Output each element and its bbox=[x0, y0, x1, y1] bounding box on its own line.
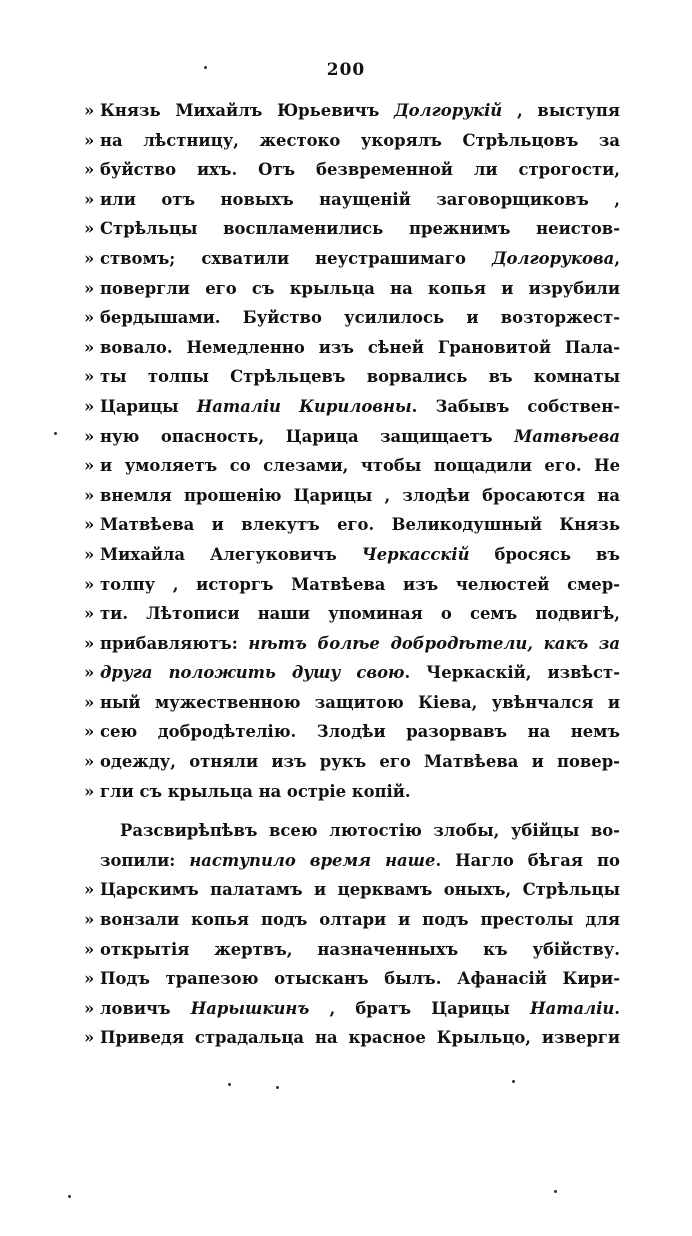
text-line bbox=[84, 126, 620, 156]
quote-mark: » bbox=[84, 278, 95, 298]
text-segment: ную опасность, Царица защищаетъ bbox=[100, 426, 515, 446]
text-segment: Матвѣева и влекутъ его. Великодушный Князь bbox=[100, 515, 620, 535]
quote-mark: » bbox=[84, 722, 95, 742]
text-line bbox=[84, 96, 620, 126]
quote-mark: » bbox=[84, 515, 95, 535]
quote-mark: » bbox=[84, 574, 95, 594]
text-segment: Разсвирѣпѣвъ всею лютостію злобы, убійцы во- bbox=[120, 821, 620, 841]
text-segment: . Нагло бѣгая по bbox=[435, 850, 620, 870]
quote-mark: » bbox=[84, 426, 95, 446]
text-segment: , братъ Царицы bbox=[309, 998, 531, 1018]
print-speck bbox=[54, 432, 57, 435]
text-line bbox=[84, 481, 620, 511]
print-speck bbox=[68, 1195, 71, 1198]
quote-mark: » bbox=[84, 781, 95, 801]
text-segment: повергли его съ крыльца на копья и изрубили bbox=[100, 278, 620, 298]
text-segment: ты толпы Стрѣльцевъ ворвались въ комнаты bbox=[100, 367, 620, 387]
body-text bbox=[84, 96, 621, 1053]
text-segment: внемля прошенію Царицы , злодѣи бросаются на bbox=[100, 485, 620, 505]
text-line bbox=[84, 451, 620, 481]
text-segment: сею добродѣтелію. Злодѣи разорвавъ на немъ bbox=[100, 722, 620, 742]
text-segment: ствомъ; схватили неустрашимаго bbox=[100, 248, 492, 268]
text-segment: ловичъ bbox=[100, 998, 191, 1018]
text-line bbox=[84, 994, 620, 1024]
text-segment: , выступя bbox=[502, 101, 620, 120]
text-segment: . Черкаскій, извѣст- bbox=[404, 663, 620, 683]
text-segment: Михайла Алегуковичъ bbox=[100, 544, 362, 564]
quote-mark: » bbox=[84, 160, 95, 180]
quote-mark: » bbox=[84, 189, 95, 209]
text-line bbox=[84, 935, 620, 965]
text-segment: ный мужественною защитою Кіева, увѣнчался и bbox=[100, 692, 620, 712]
text-line bbox=[84, 244, 620, 274]
text-segment: Приведя страдальца на красное Крыльцо, изверги bbox=[100, 1028, 620, 1048]
quote-mark: » bbox=[84, 544, 95, 564]
text-line bbox=[100, 816, 620, 846]
print-speck bbox=[512, 1080, 515, 1083]
italic-text: Черкасскій bbox=[361, 544, 470, 564]
italic-text: Матвѣева bbox=[514, 426, 620, 446]
quote-mark: » bbox=[84, 308, 95, 328]
quote-mark: » bbox=[84, 337, 95, 357]
quote-mark: » bbox=[84, 939, 95, 959]
text-segment: Подъ трапезою отысканъ былъ. Афанасій Кири- bbox=[100, 969, 620, 989]
quote-mark: » bbox=[84, 248, 95, 268]
text-line bbox=[84, 214, 620, 244]
quote-mark: » bbox=[84, 692, 95, 712]
text-segment: вонзали копья подъ олтари и подъ престолы для bbox=[100, 910, 620, 930]
text-segment: ти. Лѣтописи наши упоминая о семъ подвигѣ, bbox=[100, 604, 620, 624]
italic-text: Долгорукій bbox=[394, 101, 503, 120]
text-segment: буйство ихъ. Отъ безвременной ли строгости, bbox=[100, 160, 620, 180]
text-line bbox=[84, 303, 620, 333]
quote-mark: » bbox=[84, 1028, 95, 1048]
quote-mark: » bbox=[84, 130, 95, 150]
quote-mark: » bbox=[84, 219, 95, 239]
text-segment: одежду, отняли изъ рукъ его Матвѣева и повер- bbox=[100, 752, 620, 772]
text-line bbox=[84, 717, 620, 747]
text-line bbox=[100, 846, 620, 876]
text-line bbox=[84, 658, 620, 688]
quote-mark: » bbox=[84, 604, 95, 624]
quote-mark: » bbox=[84, 663, 95, 683]
quote-mark: » bbox=[84, 485, 95, 505]
text-line bbox=[84, 155, 620, 185]
italic-text: нѣтъ болѣе добродѣтели, какъ за bbox=[248, 633, 621, 653]
print-speck bbox=[276, 1086, 279, 1089]
text-line bbox=[84, 274, 620, 304]
text-segment: Царскимъ палатамъ и церквамъ оныхъ, Стрѣльцы bbox=[100, 880, 620, 900]
text-line bbox=[84, 392, 620, 422]
text-segment: открытія жертвъ, назначенныхъ къ убійству. bbox=[100, 939, 620, 959]
quote-mark: » bbox=[84, 880, 95, 900]
quote-mark: » bbox=[84, 367, 95, 387]
text-segment: зопили: bbox=[100, 850, 190, 870]
quote-mark: » bbox=[84, 752, 95, 772]
print-speck bbox=[204, 66, 207, 69]
text-line bbox=[84, 185, 620, 215]
text-line bbox=[84, 362, 620, 392]
text-segment: вовало. Немедленно изъ сѣней Грановитой Пала- bbox=[100, 337, 620, 357]
italic-text: Нарышкинъ bbox=[190, 998, 310, 1018]
italic-text: друга положить душу свою bbox=[100, 663, 405, 683]
quote-mark: » bbox=[84, 969, 95, 989]
quote-mark: » bbox=[84, 396, 95, 416]
text-segment: гли съ крыльца на остріе копій. bbox=[100, 781, 411, 801]
quote-mark: » bbox=[84, 633, 95, 653]
text-line bbox=[84, 540, 620, 570]
text-line bbox=[84, 333, 620, 363]
page-number: 200 bbox=[326, 60, 366, 80]
text-line bbox=[84, 747, 620, 777]
paragraph-gap bbox=[100, 806, 620, 816]
text-line bbox=[84, 629, 620, 659]
text-segment: . Забывъ собствен- bbox=[411, 396, 621, 416]
text-segment: бросясь въ bbox=[469, 544, 620, 564]
text-line bbox=[84, 875, 620, 905]
quote-mark: » bbox=[84, 998, 95, 1018]
italic-text: Наталіи bbox=[530, 998, 615, 1018]
text-segment: или отъ новыхъ наущеній заговорщиковъ , bbox=[100, 189, 620, 209]
text-line bbox=[84, 422, 620, 452]
quote-mark: » bbox=[84, 456, 95, 476]
text-line bbox=[84, 599, 620, 629]
text-segment: Князь Михайлъ Юрьевичъ bbox=[100, 101, 395, 120]
quote-mark: » bbox=[84, 101, 95, 120]
text-segment: толпу , исторгъ Матвѣева изъ челюстей смер- bbox=[100, 574, 620, 594]
text-segment: Стрѣльцы воспламенились прежнимъ неистов- bbox=[100, 219, 620, 239]
text-line bbox=[84, 905, 620, 935]
text-segment: , bbox=[614, 248, 620, 268]
italic-text: Наталіи Кириловны bbox=[196, 396, 412, 416]
quote-mark: » bbox=[84, 910, 95, 930]
text-segment: . bbox=[614, 998, 621, 1018]
text-line bbox=[84, 777, 620, 807]
italic-text: наступило время наше bbox=[189, 850, 436, 870]
text-segment: Царицы bbox=[100, 396, 197, 416]
text-line bbox=[84, 964, 620, 994]
print-speck bbox=[228, 1083, 231, 1086]
print-speck bbox=[554, 1190, 557, 1193]
text-segment: и умоляетъ со слезами, чтобы пощадили его. Не bbox=[100, 456, 620, 476]
text-segment: бердышами. Буйство усилилось и возторжест- bbox=[100, 308, 620, 328]
text-line bbox=[84, 1023, 620, 1053]
italic-text: Долгорукова bbox=[491, 248, 615, 268]
text-segment: на лѣстницу, жестоко укорялъ Стрѣльцовъ за bbox=[100, 130, 620, 150]
text-line bbox=[84, 570, 620, 600]
text-line bbox=[84, 510, 620, 540]
text-line bbox=[84, 688, 620, 718]
text-segment: прибавляютъ: bbox=[100, 633, 249, 653]
